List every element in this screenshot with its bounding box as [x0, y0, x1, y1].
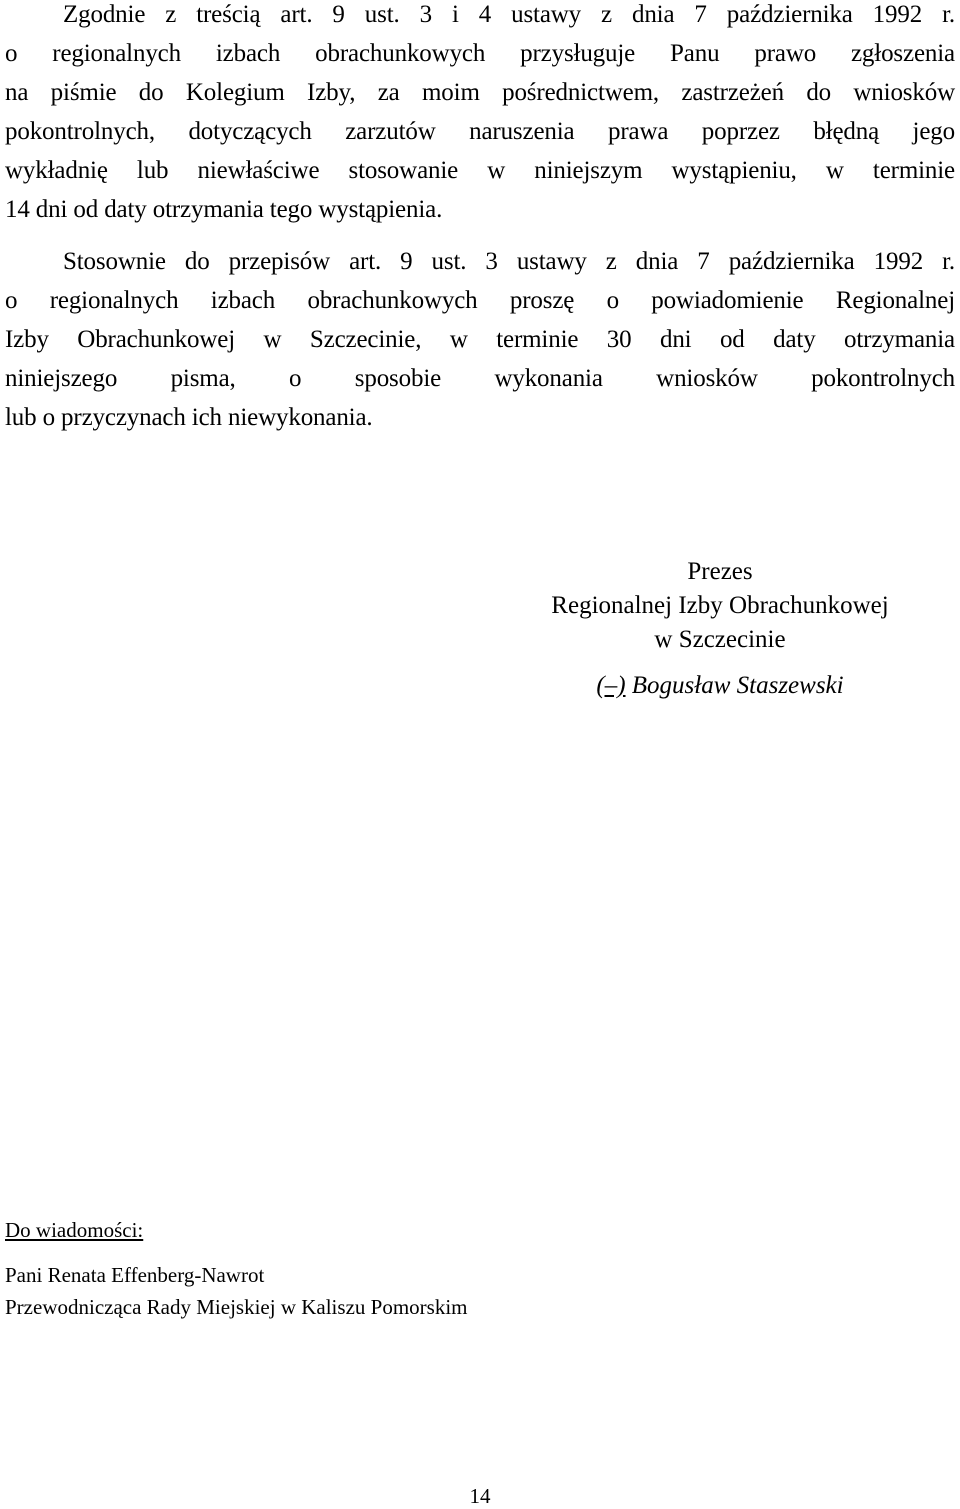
recipient-title: Przewodnicząca Rady Miejskiej w Kaliszu Pomorskim [5, 1295, 468, 1319]
paragraph-notification-request [5, 242, 955, 437]
signatory-institution: Regionalnej Izby Obrachunkowej [551, 592, 889, 619]
recipient-name: Pani Renata Effenberg-Nawrot [5, 1263, 265, 1287]
text-line: 14 dni od daty otrzymania tego wystąpienia. [5, 196, 443, 223]
page-number: 14 [469, 1484, 491, 1508]
text-line: Izby Obrachunkowej w Szczecinie, w terminie 30 dni od daty otrzymania [5, 326, 955, 353]
distribution-heading: Do wiadomości: [5, 1218, 144, 1242]
text-line: na piśmie do Kolegium Izby, za moim pośrednictwem, zastrzeżeń do wniosków [5, 79, 955, 106]
signatory-name: Bogusław Staszewski [631, 672, 844, 699]
text-line: o regionalnych izbach obrachunkowych proszę o powiadomienie Regionalnej [5, 287, 955, 314]
signature-block [500, 555, 940, 703]
paragraph-objection-rights [5, 0, 955, 229]
distribution-list [5, 1214, 467, 1323]
text-line: niniejszego pisma, o sposobie wykonania wniosków pokontrolnych [5, 365, 955, 392]
text-line: Zgodnie z treścią art. 9 ust. 3 i 4 ustawy z dnia 7 października 1992 r. [63, 1, 955, 28]
signatory-name-line [596, 669, 843, 703]
text-line: wykładnię lub niewłaściwe stosowanie w niniejszym wystąpieniu, w terminie [5, 157, 955, 184]
signatory-title: Prezes [687, 558, 753, 585]
signatory-location: w Szczecinie [654, 626, 786, 653]
text-line: o regionalnych izbach obrachunkowych przysługuje Panu prawo zgłoszenia [5, 40, 955, 67]
signed-mark: (–) [596, 672, 626, 699]
text-line: lub o przyczynach ich niewykonania. [5, 404, 373, 431]
text-line: pokontrolnych, dotyczących zarzutów naruszenia prawa poprzez błędną jego [5, 118, 955, 145]
text-line: Stosownie do przepisów art. 9 ust. 3 ustawy z dnia 7 października 1992 r. [63, 248, 955, 275]
